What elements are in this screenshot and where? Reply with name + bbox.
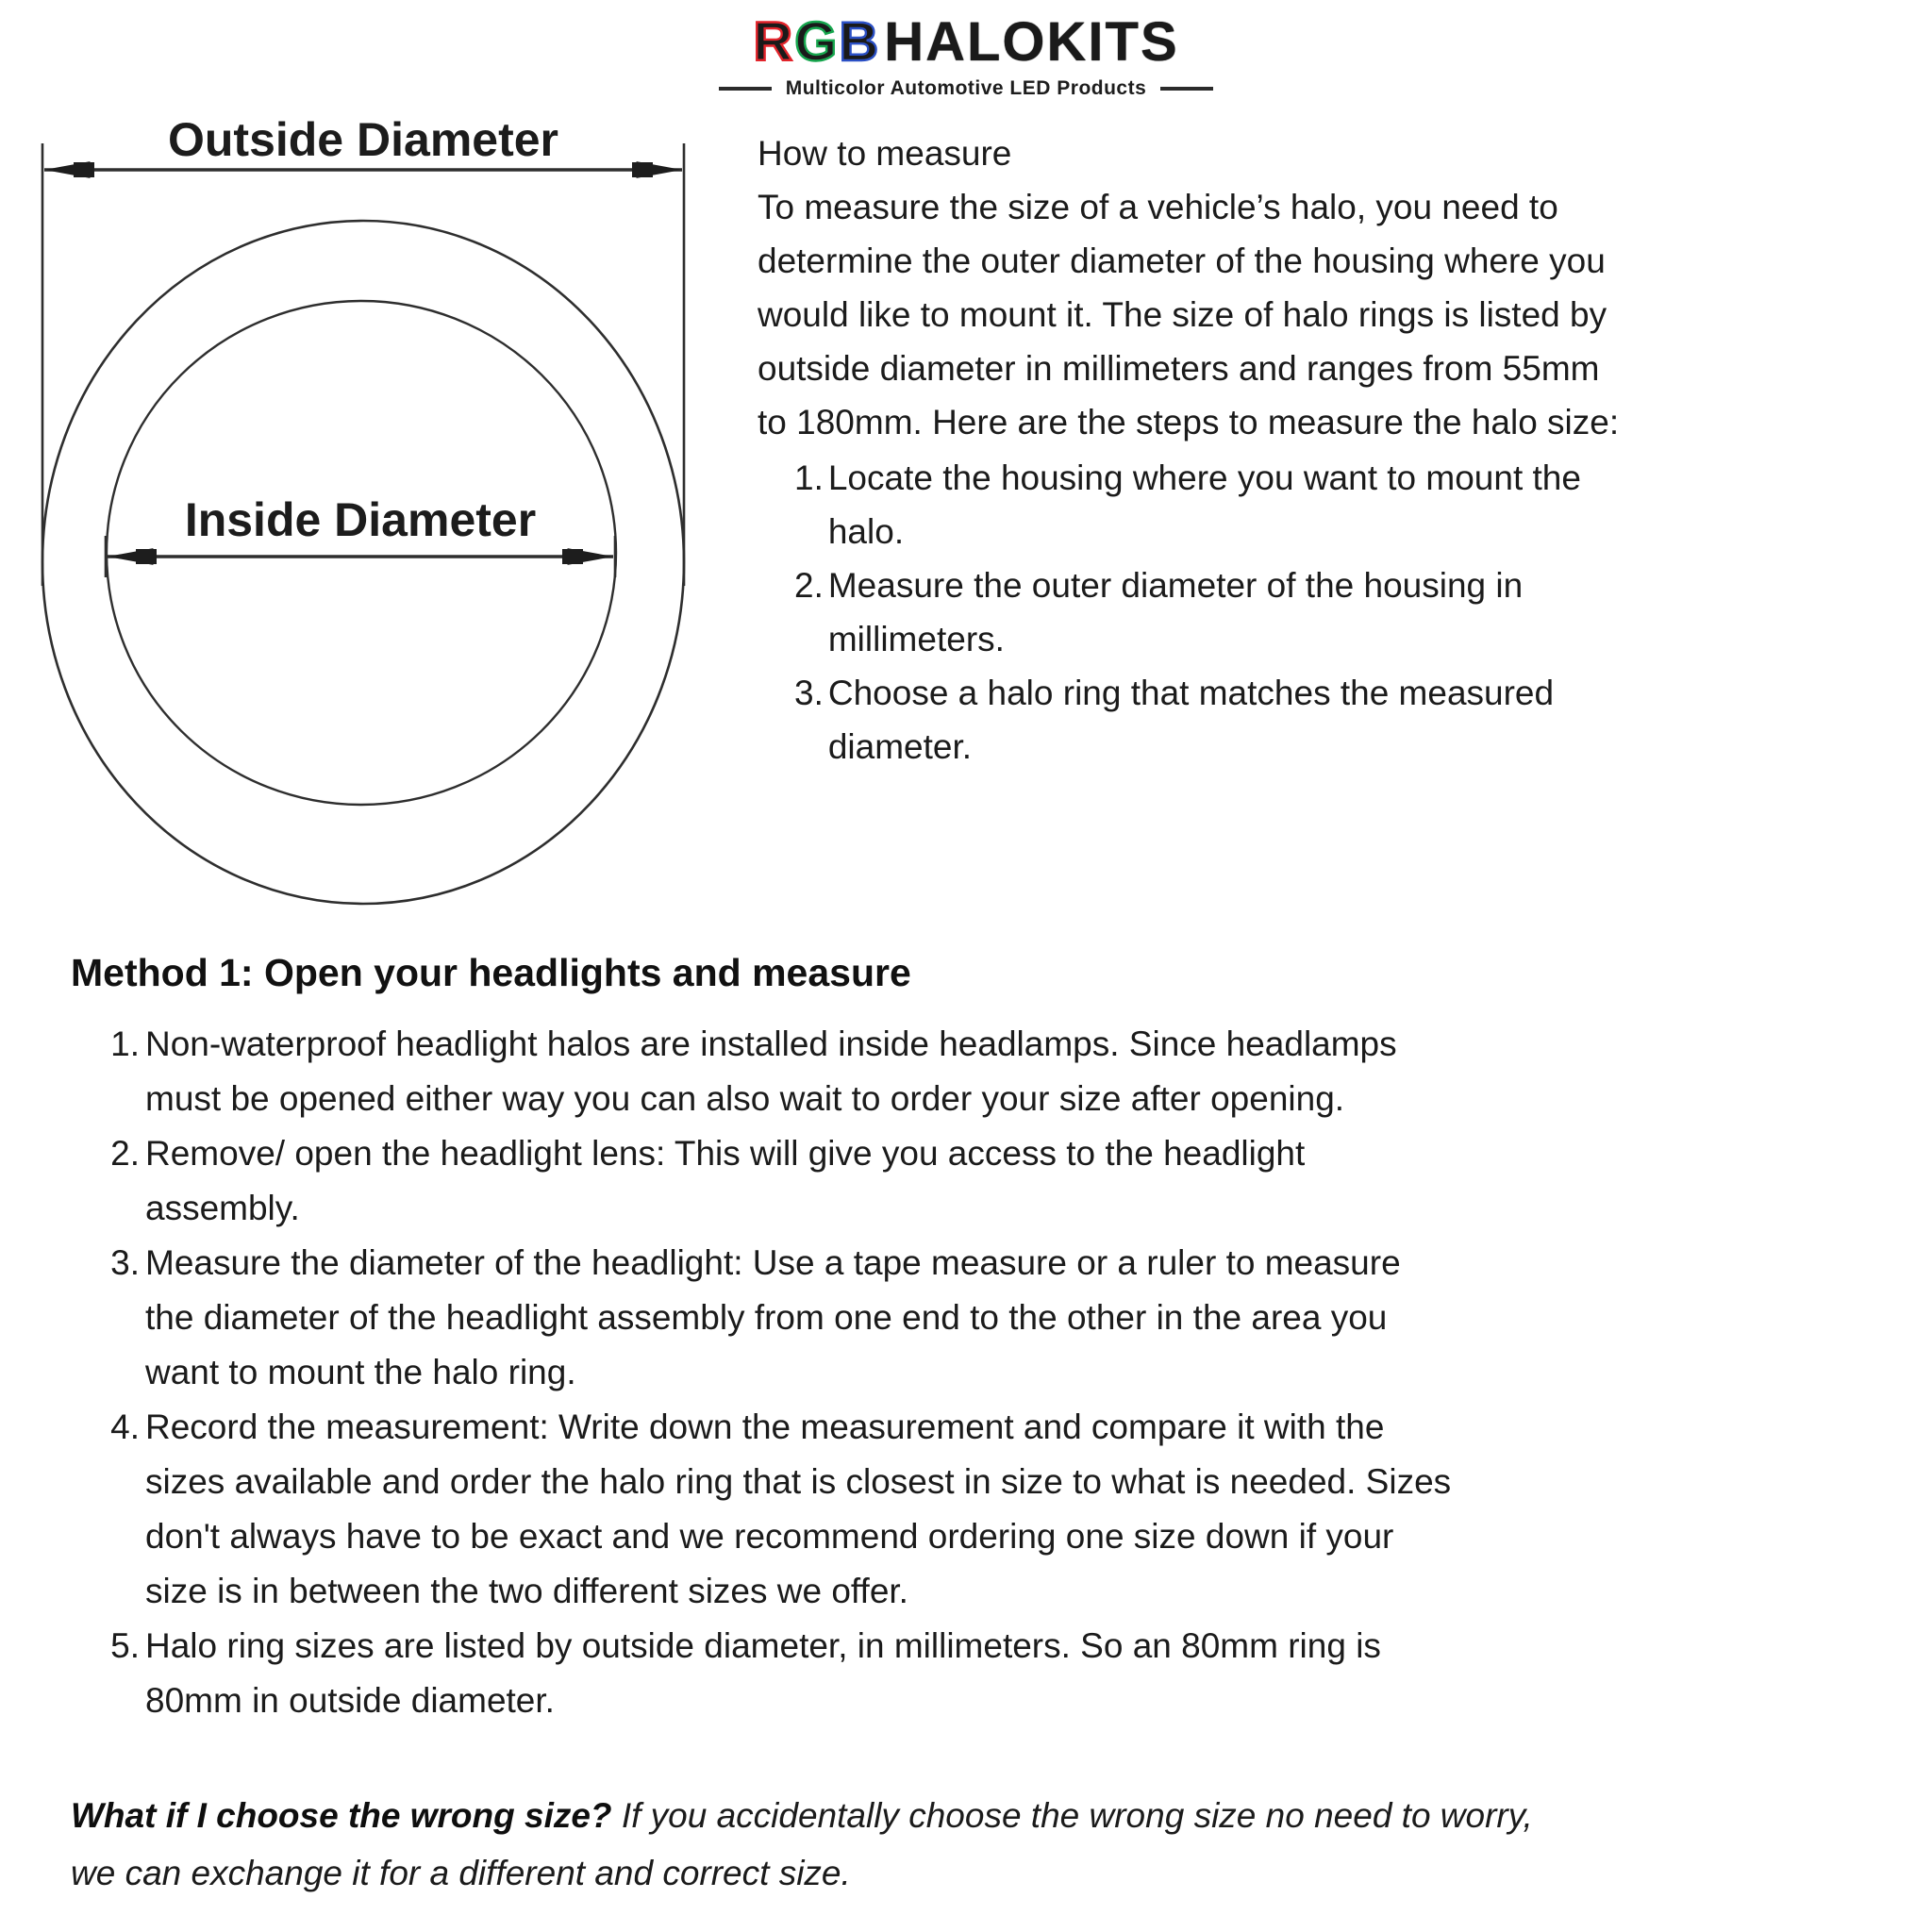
list-item-number: 1. [110,1024,140,1063]
list-item [106,1236,1901,1400]
list-item [106,1017,1901,1126]
brand-letter-b: B [839,11,881,73]
inside-arrow-stub-left [136,549,157,564]
how-to-measure-steps [758,451,1880,774]
tagline-dash-right-icon [1160,87,1213,91]
method1-heading: Method 1: Open your headlights and measure [71,951,911,994]
inside-arrow-stub-right [562,549,583,564]
wrong-size-answer-line1: If you accidentally choose the wrong size no need to worry, [621,1796,1533,1835]
list-item-text: Measure the diameter of the headlight: Use a tape measure or a ruler to measure the diameter of the headlight assembly from one end to the other in the area you want to mount the halo ring. [145,1243,1401,1391]
brand-tagline [719,78,1214,98]
list-item-number: 3. [794,674,824,712]
wrong-size-line1 [71,1787,1873,1844]
inner-circle [107,301,616,805]
list-item-number: 4. [110,1407,140,1446]
method1-steps [71,1017,1901,1728]
brand-wordmark [753,11,1179,73]
list-item-text: Locate the housing where you want to mount the halo. [827,458,1581,551]
list-item [106,1619,1901,1728]
how-to-measure-section [758,126,1880,774]
wrong-size-answer-line2: we can exchange it for a different and correct size. [71,1854,851,1892]
tagline-dash-left-icon [719,87,772,91]
wrong-size-question: What if I choose the wrong size? [71,1796,612,1835]
brand-name-rest: HALOKITS [884,11,1179,73]
list-item-number: 1. [794,458,824,497]
halo-ring-diagram [36,109,696,913]
brand-logo [0,11,1932,99]
outside-diameter-label: Outside Diameter [167,113,559,166]
list-item-text: Remove/ open the headlight lens: This will give you access to the headlight assembly. [145,1134,1306,1227]
list-item-text: Non-waterproof headlight halos are installed inside headlamps. Since headlamps must be opened either way you can also wait to order your size after opening. [145,1024,1397,1118]
list-item-number: 3. [110,1243,140,1282]
inside-diameter-label: Inside Diameter [184,493,537,546]
list-item [794,666,1880,774]
list-item [106,1126,1901,1236]
how-to-measure-intro: To measure the size of a vehicle’s halo, you need to determine the outer diameter of the housing where you would like to mount it. The size of halo rings is listed by outside diameter in millimeters and ranges from 55mm to 180mm. Here are the steps to measure the halo size: [758,188,1620,441]
list-item [794,558,1880,666]
wrong-size-note [71,1787,1873,1902]
list-item-text: Choose a halo ring that matches the measured diameter. [827,674,1555,766]
brand-letter-r: R [753,11,795,73]
how-to-measure-title: How to measure [758,134,1012,173]
list-item-number: 2. [110,1134,140,1173]
list-item [106,1400,1901,1619]
brand-tagline-text: Multicolor Automotive LED Products [785,77,1147,99]
list-item-number: 5. [110,1626,140,1665]
outside-arrow-stub-right [632,162,653,177]
brand-letter-g: G [794,11,840,73]
list-item-text: Measure the outer diameter of the housing in millimeters. [827,566,1524,658]
method1-section [71,951,1901,1728]
list-item-text: Record the measurement: Write down the measurement and compare it with the sizes available and order the halo ring that is closest in size to what is needed. Sizes don't always have to be exact and we recommend ordering one size down if your size is in between the two different sizes we offer. [145,1407,1452,1610]
list-item-text: Halo ring sizes are listed by outside diameter, in millimeters. So an 80mm ring is 80mm in outside diameter. [145,1626,1381,1720]
outside-arrow-stub-left [74,162,94,177]
list-item-number: 2. [794,566,824,605]
list-item [794,451,1880,558]
